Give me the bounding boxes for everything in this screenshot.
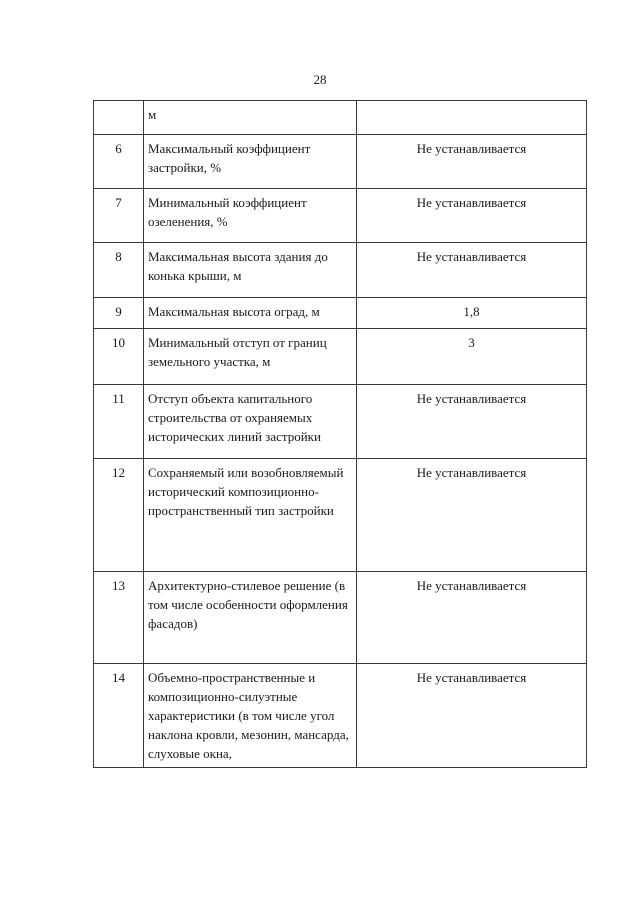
row-parameter: м xyxy=(144,101,357,135)
row-value: Не устанавливается xyxy=(357,572,587,664)
row-number: 12 xyxy=(94,459,144,572)
row-number: 10 xyxy=(94,329,144,385)
row-parameter: Минимальный отступ от границ земельного участка, м xyxy=(144,329,357,385)
row-number: 6 xyxy=(94,135,144,189)
row-number: 7 xyxy=(94,189,144,243)
row-value: Не устанавливается xyxy=(357,243,587,298)
table-row xyxy=(94,329,587,385)
row-parameter: Объемно-пространственные и композиционно-силуэтные характеристики (в том числе угол наклона кровли, мезонин, мансарда, слуховые окна, xyxy=(144,664,357,768)
row-value xyxy=(357,101,587,135)
row-value: Не устанавливается xyxy=(357,664,587,768)
table-row xyxy=(94,459,587,572)
table-row xyxy=(94,385,587,459)
row-number: 9 xyxy=(94,298,144,329)
parameters-table xyxy=(93,100,587,768)
row-parameter: Максимальная высота здания до конька крыши, м xyxy=(144,243,357,298)
row-number: 11 xyxy=(94,385,144,459)
table-row xyxy=(94,243,587,298)
row-value: Не устанавливается xyxy=(357,385,587,459)
table-row xyxy=(94,572,587,664)
row-parameter: Максимальная высота оград, м xyxy=(144,298,357,329)
row-parameter: Отступ объекта капитального строительства от охраняемых исторических линий застройки xyxy=(144,385,357,459)
row-number: 13 xyxy=(94,572,144,664)
row-value: Не устанавливается xyxy=(357,189,587,243)
row-value: Не устанавливается xyxy=(357,135,587,189)
row-value: Не устанавливается xyxy=(357,459,587,572)
table-row xyxy=(94,664,587,768)
page-number: 28 xyxy=(313,72,327,87)
table-row xyxy=(94,298,587,329)
row-value: 1,8 xyxy=(357,298,587,329)
row-parameter: Минимальный коэффициент озеленения, % xyxy=(144,189,357,243)
row-parameter: Максимальный коэффициент застройки, % xyxy=(144,135,357,189)
row-parameter: Архитектурно-стилевое решение (в том числе особенности оформления фасадов) xyxy=(144,572,357,664)
row-value: 3 xyxy=(357,329,587,385)
row-parameter: Сохраняемый или возобновляемый исторический композиционно-пространственный тип застройки xyxy=(144,459,357,572)
row-number xyxy=(94,101,144,135)
row-number: 8 xyxy=(94,243,144,298)
table-row xyxy=(94,135,587,189)
table-row xyxy=(94,189,587,243)
row-number: 14 xyxy=(94,664,144,768)
table-row xyxy=(94,101,587,135)
